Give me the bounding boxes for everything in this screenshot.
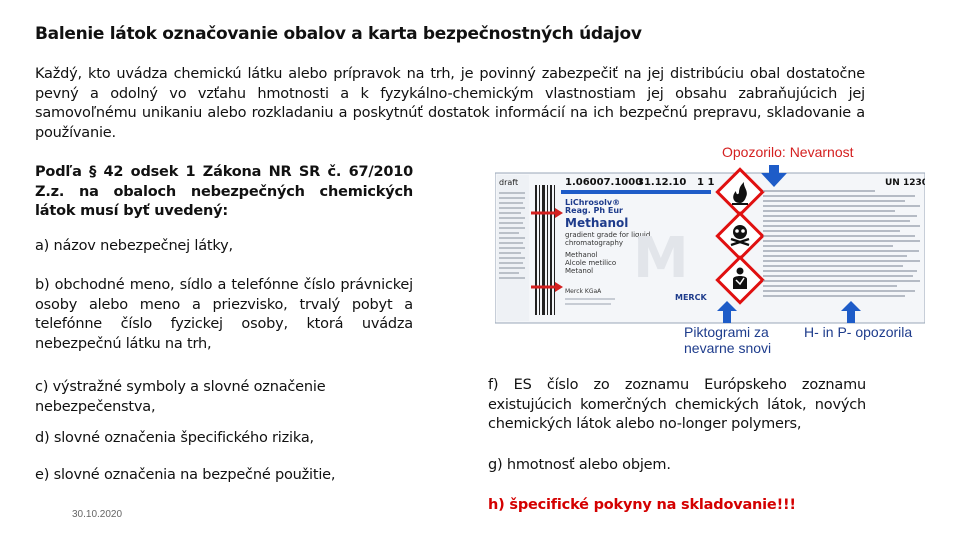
caption-pictograms: Piktogrami za nevarne snovi <box>684 324 772 356</box>
list-item-a: a) názov nebezpečnej látky, <box>35 238 233 254</box>
label-desc1: gradient grade for liquid <box>565 231 651 239</box>
list-item-c: c) výstražné symboly a slovné označenie nebezpečenstva, <box>35 379 326 415</box>
page-title: Balenie látok označovanie obalov a karta bezpečnostných údajov <box>35 24 642 44</box>
label-blue-band <box>561 190 711 194</box>
caption-hp-statements: H- in P- opozorila <box>804 324 913 340</box>
label-batch: 1 1 <box>697 177 715 188</box>
list-item-d: d) slovné označenia špecifického rizika, <box>35 430 314 446</box>
label-synonym1: Methanol <box>565 251 598 259</box>
label-un: UN 1230 <box>885 178 925 188</box>
list-item-f: f) ES číslo zo zoznamu Európskeho zoznamu existujúcich komerčných chemických látok, nových chemických látok alebo no-longer polymers, <box>488 377 866 432</box>
list-item-h: h) špecifické pokyny na skladovanie!!! <box>488 497 796 513</box>
label-logo: MERCK <box>675 293 707 302</box>
label-product: Methanol <box>565 216 629 230</box>
label-synonym3: Metanol <box>565 267 594 275</box>
label-synonym2: Alcole metilico <box>565 259 617 267</box>
list-item-g: g) hmotnosť alebo objem. <box>488 457 671 473</box>
intro-paragraph: Každý, kto uvádza chemickú látku alebo prípravok na trh, je povinný zabezpečiť na jej distribúciu obal dostatočne pevný a odolný vo vzťahu hmotnosti a k fyzykálno-chemickým vlastnostiam jej obsahu zabraňujúcich jej samovoľnému unikaniu alebo rozkladaniu a poskytnúť dostatok informácií na ich bezpečnú prepravu, skladovanie a používanie. <box>35 66 865 141</box>
list-item-b: b) obchodné meno, sídlo a telefónne číslo právnickej osoby alebo meno a priezvisko, trvalý pobyt a telefónne číslo fyzickej osoby, ktorá uvádza nebezpečnú látku na trh, <box>35 277 413 352</box>
label-tag: draft <box>499 178 519 187</box>
law-reference: Podľa § 42 odsek 1 Zákona NR SR č. 67/2010 Z.z. na obaloch nebezpečných chemických látok musí byť uvedený: <box>35 164 413 219</box>
list-item-e: e) slovné označenia na bezpečné použitie, <box>35 467 336 483</box>
chemical-label-figure <box>495 165 925 357</box>
label-desc2: chromatography <box>565 239 624 247</box>
caption-danger: Opozorilo: Nevarnost <box>722 144 854 160</box>
slide-date: 30.10.2020 <box>72 509 123 520</box>
label-manufacturer: Merck KGaA <box>565 288 602 295</box>
merck-watermark-icon: M <box>633 226 689 291</box>
label-illustration <box>495 165 925 325</box>
label-grade: Reag. Ph Eur <box>565 206 623 215</box>
label-article-no: 1.06007.1000 <box>565 177 643 188</box>
label-brand: LiChrosolv® <box>565 198 621 207</box>
label-date: 31.12.10 <box>637 177 687 188</box>
